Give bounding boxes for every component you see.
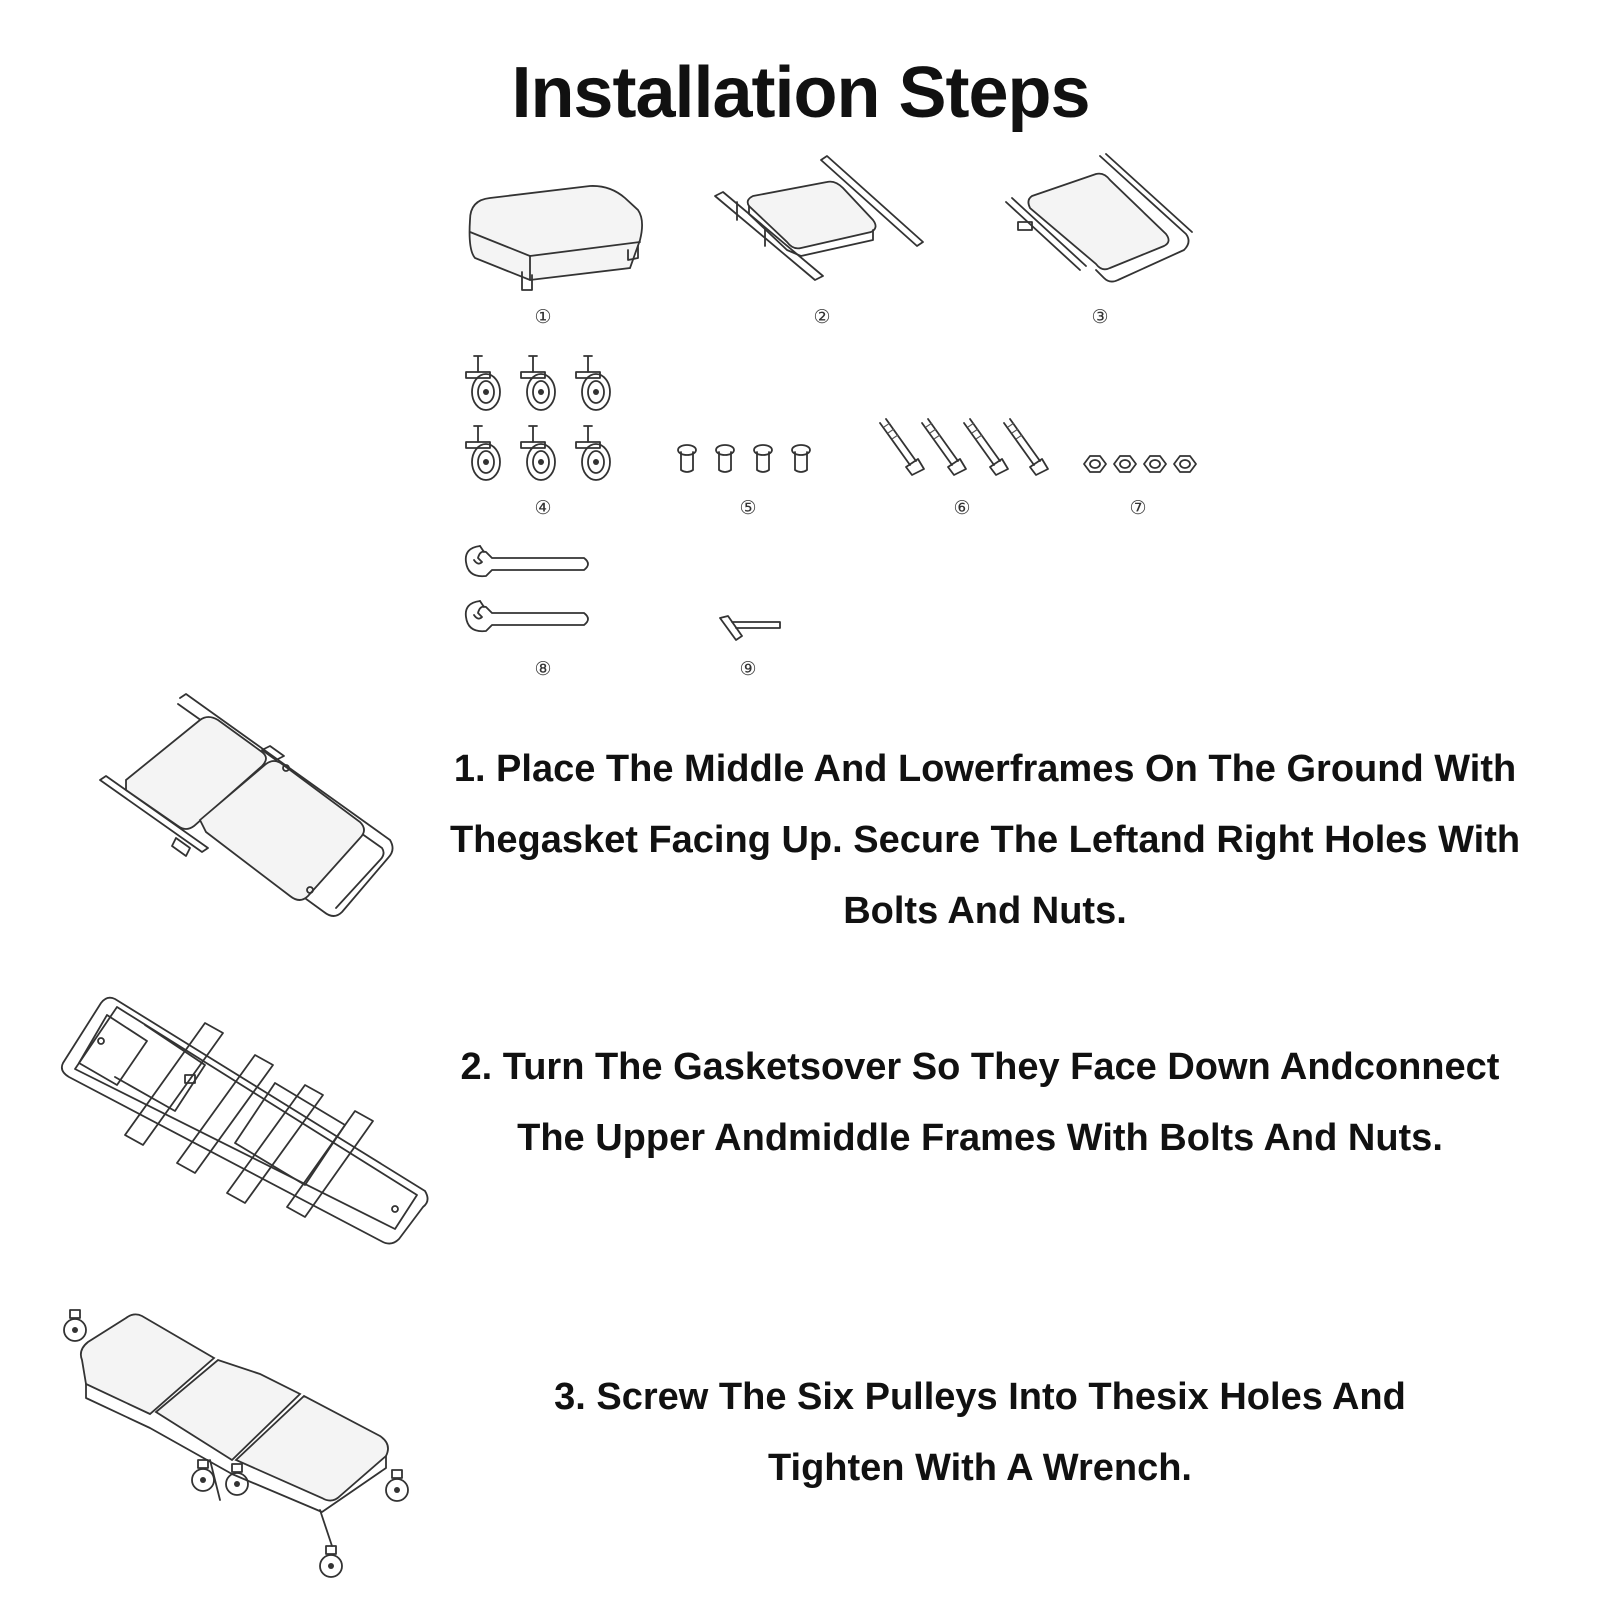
nuts-icon [1080,450,1200,480]
part-label: ③ [1091,306,1109,328]
lower-frame-icon [1000,150,1200,290]
page-title: Installation Steps [511,53,1090,133]
frames-assembly-icon [90,690,400,940]
seat-cushion-icon [460,180,660,300]
step-3-text: 3. Screw The Six Pulleys Into Thesix Holes And Tighten With A Wrench. [554,1376,1406,1489]
part-label: ⑧ [534,658,552,680]
part-label: ① [534,306,552,328]
part-label: ⑨ [739,658,757,680]
step-2-text: 2. Turn The Gasketsover So They Face Down Andconnect The Upper Andmiddle Frames With Bolts And Nuts. [460,1046,1500,1159]
hex-key-icon [710,610,790,650]
flipped-frames-icon [55,995,435,1250]
gaskets-icon [675,440,825,490]
caster-wheels-icon [460,350,630,480]
part-label: ⑥ [953,497,971,519]
part-label: ④ [534,497,552,519]
middle-frame-icon [715,150,935,290]
bolts-icon [870,415,1060,485]
step-1-text: 1. Place The Middle And Lowerframes On The Ground With Thegasket Facing Up. Secure The Leftand Right Holes With Bolts And Nuts. [449,748,1521,932]
creeper-with-wheels-icon [70,1310,415,1590]
part-label: ⑦ [1129,497,1147,519]
wrenches-icon [460,540,600,650]
part-label: ⑤ [739,497,757,519]
part-label: ② [813,306,831,328]
